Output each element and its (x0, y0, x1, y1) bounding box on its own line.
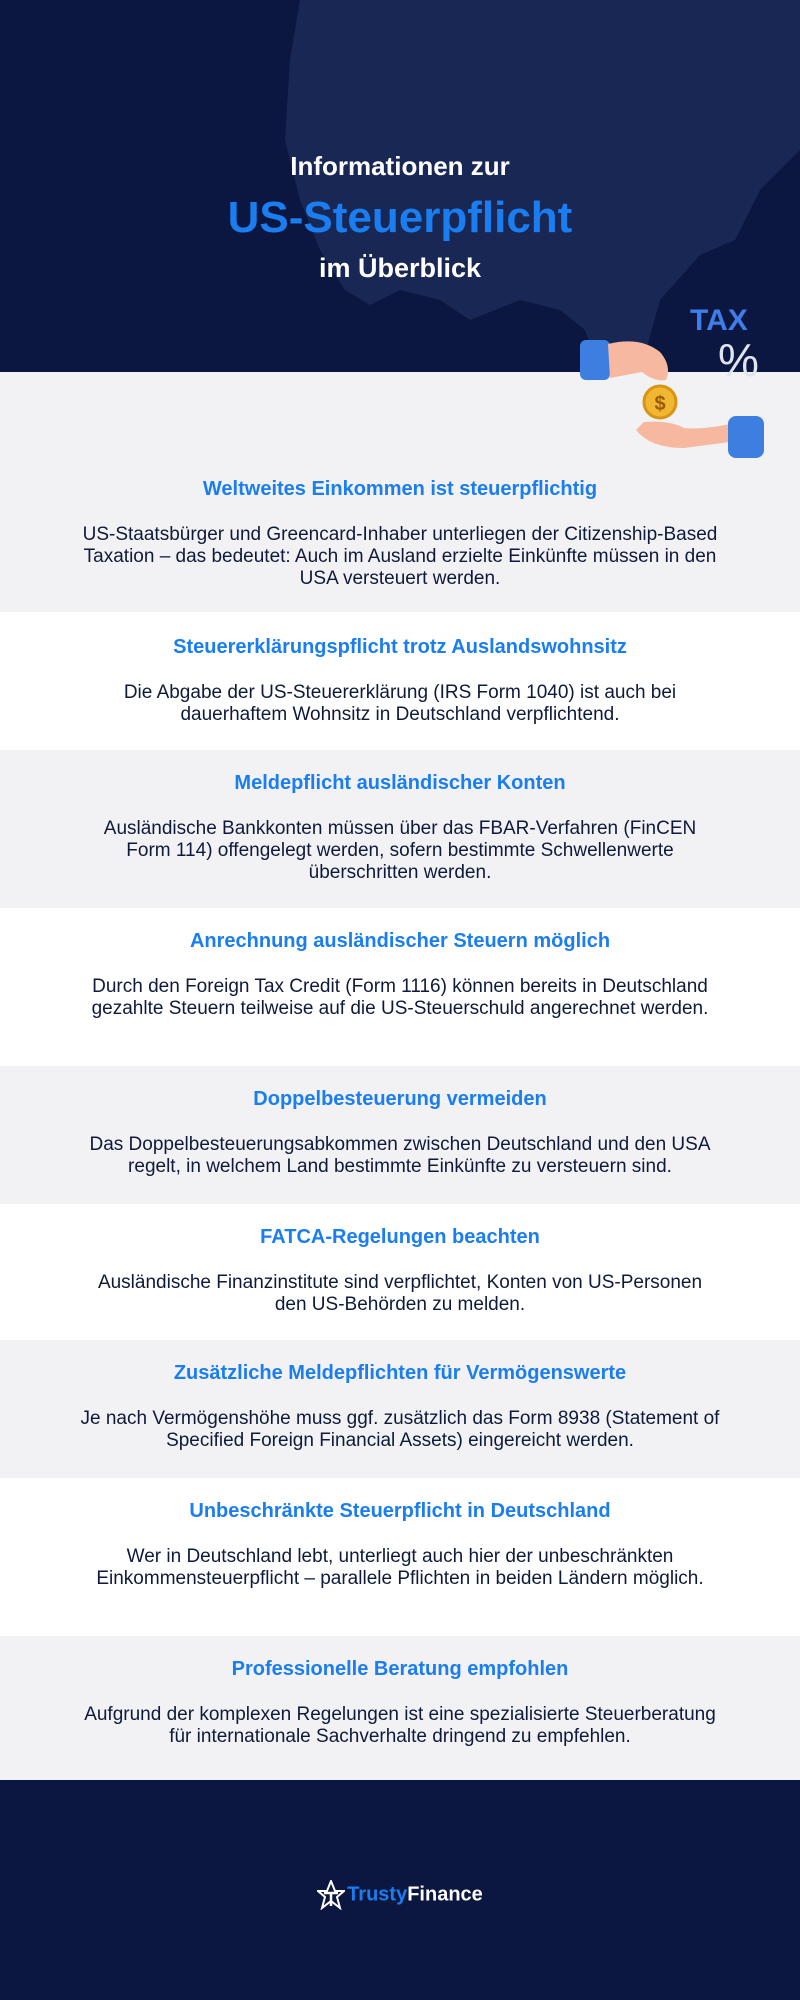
title-line-3: im Überblick (318, 253, 482, 283)
trustyfinance-logo (0, 1880, 800, 1910)
section-title: Steuererklärungspflicht trotz Auslandswohnsitz (173, 636, 627, 658)
section-card (0, 1066, 800, 1204)
title-line-1: Informationen zur (290, 151, 510, 181)
section-card (0, 1204, 800, 1340)
tax-hands-illustration (580, 300, 780, 480)
section-body: Ausländische Bankkonten müssen über das FBAR-Verfahren (FinCEN Form 114) offengelegt werden, sofern bestimmte Schwellenwerte überschritten werden. (103, 818, 697, 883)
logo-text-finance: Finance (407, 1883, 483, 1906)
coin-symbol: $ (654, 393, 666, 415)
lower-hand (636, 422, 730, 448)
section-body: US-Staatsbürger und Greencard-Inhaber unterliegen der Citizenship-Based Taxation – das bedeutet: Auch im Ausland erzielte Einkünfte müssen in den USA versteuert werden. (82, 524, 718, 589)
section-body: Je nach Vermögenshöhe muss ggf. zusätzlich das Form 8938 (Statement of Specified Foreign Financial Assets) eingereicht werden. (80, 1408, 720, 1451)
section-title: Professionelle Beratung empfohlen (231, 1658, 569, 1680)
section-title: Unbeschränkte Steuerpflicht in Deutschland (189, 1500, 611, 1522)
section-title: Weltweites Einkommen ist steuerpflichtig (202, 478, 598, 500)
section-body: Durch den Foreign Tax Credit (Form 1116) können bereits in Deutschland gezahlte Steuern teilweise auf die US-Steuerschuld angerechnet werden. (91, 976, 709, 1019)
upper-hand (608, 341, 668, 380)
section-card (0, 612, 800, 750)
percent-icon: % (718, 334, 759, 386)
section-title: Meldepflicht ausländischer Konten (234, 772, 566, 794)
content-list (0, 372, 800, 1780)
section-title: Zusätzliche Meldepflichten für Vermögenswerte (173, 1362, 627, 1384)
hero-title (0, 150, 800, 284)
section-card (0, 1478, 800, 1636)
section-title: FATCA-Regelungen beachten (260, 1226, 540, 1248)
logo-text-trusty: Trusty (347, 1883, 408, 1906)
section-body: Wer in Deutschland lebt, unterliegt auch hier der unbeschränkten Einkommensteuerpflicht – parallele Pflichten in beiden Ländern möglich. (96, 1546, 704, 1589)
section-card (0, 908, 800, 1066)
section-body: Die Abgabe der US-Steuererklärung (IRS Form 1040) ist auch bei dauerhaftem Wohnsitz in Deutschland verpflichtend. (123, 682, 677, 725)
lower-sleeve (728, 416, 764, 458)
footer (0, 1780, 800, 2000)
section-body: Das Doppelbesteuerungsabkommen zwischen Deutschland und den USA regelt, in welchem Land bestimmte Einkünfte zu versteuern sind. (89, 1134, 711, 1177)
tax-label: TAX (690, 304, 748, 337)
section-body: Ausländische Finanzinstitute sind verpflichtet, Konten von US-Personen den US-Behörden zu melden. (97, 1272, 703, 1315)
section-title: Doppelbesteuerung vermeiden (253, 1088, 547, 1110)
upper-sleeve (580, 340, 610, 380)
section-card (0, 750, 800, 908)
section-card (0, 1636, 800, 1780)
section-body: Aufgrund der komplexen Regelungen ist eine spezialisierte Steuerberatung für internationale Sachverhalte dringend zu empfehlen. (84, 1704, 716, 1747)
section-title: Anrechnung ausländischer Steuern möglich (189, 930, 611, 952)
star-logo-icon (317, 1880, 345, 1910)
title-line-2: US-Steuerpflicht (227, 193, 573, 242)
section-card (0, 1340, 800, 1478)
